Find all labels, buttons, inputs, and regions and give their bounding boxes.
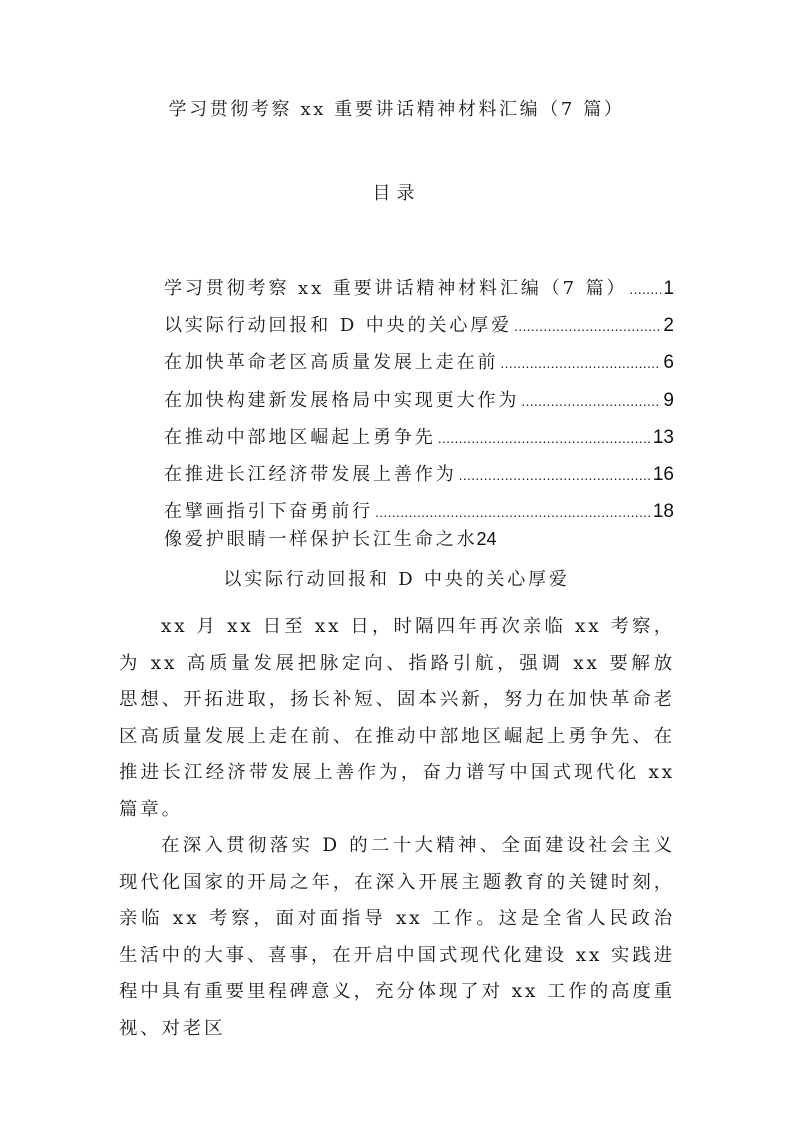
paragraph: 在深入贯彻落实 D 的二十大精神、全面建设社会主义现代化国家的开局之年，在深入开展主题教育的关键时刻，亲临 xx 考察，面对面指导 xx 工作。这是全省人民政治生活中的大事、喜事，在开启中国式现代化建设 xx 实践进程中具有重要里程碑意义，充分体现了对 xx 工作的高度重视、对老区 — [119, 835, 675, 1039]
body-text — [119, 609, 675, 1047]
toc-entry[interactable] — [164, 275, 674, 312]
toc-dot-leader — [459, 461, 651, 489]
toc-dot-leader — [500, 349, 661, 377]
section-heading: 以实际行动回报和 D 中央的关心厚爱 — [223, 569, 570, 590]
toc-entry[interactable] — [164, 498, 674, 525]
toc-entry[interactable] — [164, 387, 674, 424]
toc-entry-page: 9 — [663, 389, 674, 411]
toc-dot-leader — [514, 312, 661, 340]
toc-entry-page: 16 — [652, 463, 674, 485]
toc-entry-page: 2 — [663, 315, 674, 337]
toc-dot-leader — [375, 498, 651, 526]
toc-entry-label: 以实际行动回报和 D 中央的关心厚爱 — [164, 315, 513, 337]
toc-entry-page: 24 — [476, 529, 497, 550]
toc-entry[interactable] — [164, 312, 674, 349]
toc-dot-leader — [629, 275, 661, 303]
toc-entry[interactable] — [164, 461, 674, 498]
toc-dot-leader — [521, 387, 661, 415]
toc-entry[interactable] — [164, 424, 674, 461]
toc-entry-label: 在擘画指引下奋勇前行 — [164, 501, 373, 523]
toc-entry-label: 在加快革命老区高质量发展上走在前 — [164, 352, 499, 374]
toc-entry-label: 在推动中部地区崛起上勇争先 — [164, 426, 436, 448]
toc-entry-label: 像爱护眼睛一样保护长江生命之水 — [164, 529, 478, 551]
toc-heading: 目录 — [372, 183, 421, 204]
table-of-contents — [164, 275, 674, 562]
toc-entry-label: 在加快构建新发展格局中实现更大作为 — [164, 389, 520, 411]
toc-entry-label: 在推进长江经济带发展上善作为 — [164, 463, 457, 485]
paragraph: xx 月 xx 日至 xx 日，时隔四年再次亲临 xx 考察，为 xx 高质量发展把脉定向、指路引航，强调 xx 要解放思想、开拓进取，扬长补短、固本兴新，努力在加快革命老区高质量发展上走在前、在推动中部地区崛起上勇争先、在推进长江经济带发展上善作为，奋力谱写中国式现代化 xx 篇章。 — [119, 616, 675, 820]
toc-entry-page: 6 — [663, 352, 674, 374]
toc-entry-page: 13 — [652, 426, 674, 448]
toc-entry[interactable] — [164, 349, 674, 386]
toc-entry[interactable] — [164, 525, 674, 562]
document-title: 学习贯彻考察 xx 重要讲话精神材料汇编（7 篇） — [168, 99, 625, 120]
toc-entry-page: 1 — [663, 278, 674, 299]
toc-entry-label: 学习贯彻考察 xx 重要讲话精神材料汇编（7 篇） — [164, 278, 628, 299]
toc-entry-page: 18 — [652, 501, 674, 523]
toc-dot-leader — [438, 424, 651, 452]
